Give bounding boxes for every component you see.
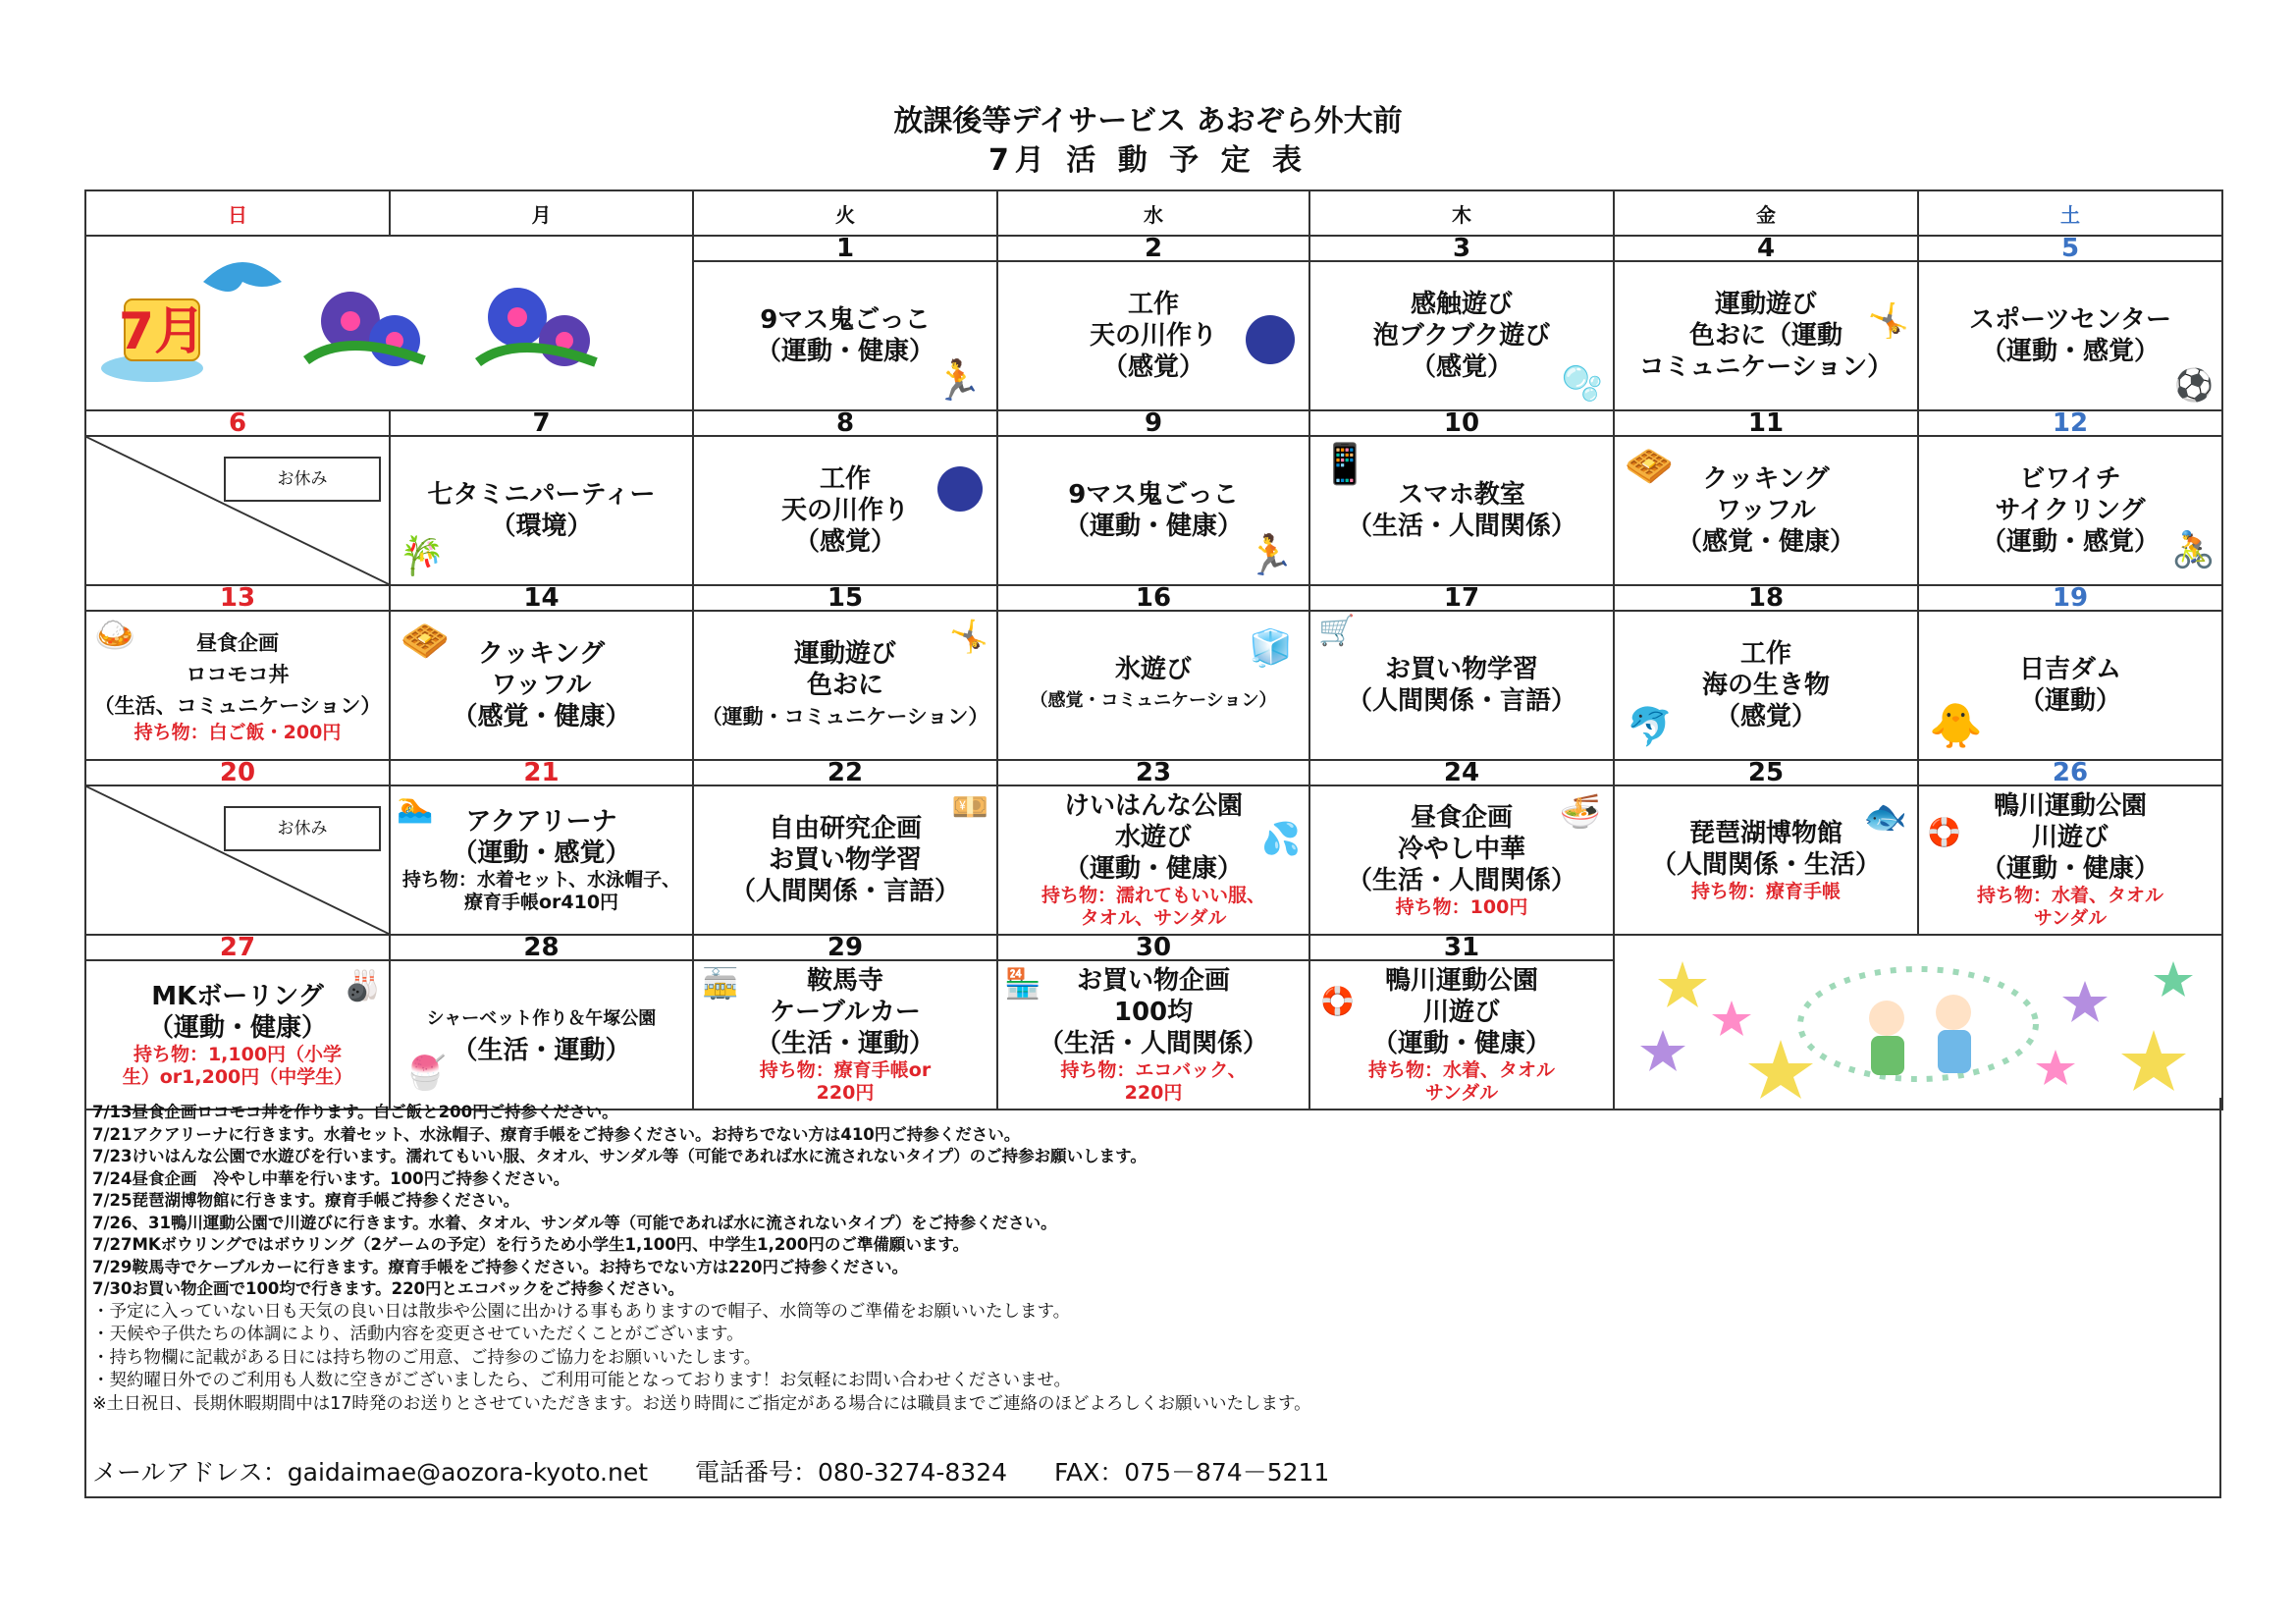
note-line: 7/30お買い物企画で100均で行きます。220円とエコバックをご持参ください。 xyxy=(92,1279,685,1298)
activity-line: 工作 xyxy=(1127,290,1179,319)
date-11: 11 xyxy=(1614,410,1918,436)
event-8 xyxy=(693,436,997,585)
weekday-fri: 金 xyxy=(1614,190,1918,236)
requirement-line: 持ち物：療育手帳 xyxy=(1690,880,1841,902)
event-24 xyxy=(1309,785,1614,935)
activity-line: 川遊び xyxy=(2031,823,2109,852)
date-row xyxy=(85,236,2222,261)
activity-line: ビワイチ xyxy=(2019,464,2121,494)
activity-line: 泡ブクブク遊び xyxy=(1372,321,1551,351)
date-14: 14 xyxy=(390,585,693,611)
event-10 xyxy=(1309,436,1614,585)
activity-line: （生活、コミュニケーション） xyxy=(93,693,382,718)
event-1 xyxy=(693,261,997,410)
requirement-line: 療育手帳or410円 xyxy=(463,892,619,913)
requirement-line: 持ち物：濡れてもいい服、 xyxy=(1041,885,1265,906)
dolphin-icon: 🐬 xyxy=(1627,705,1674,748)
activity-line: 氷遊び xyxy=(1114,655,1192,684)
activity-line: 昼食企画 xyxy=(1410,802,1513,833)
event-6-holiday xyxy=(85,436,390,585)
holiday-label: お休み xyxy=(224,457,381,502)
activity-line: 海の生き物 xyxy=(1701,671,1830,700)
date-23: 23 xyxy=(997,760,1309,785)
activity-line: ワッフル xyxy=(491,671,592,700)
activity-line: 工作 xyxy=(819,464,871,494)
activity-line: （運動・感覚） xyxy=(1980,337,2160,366)
july-morning-glory-illustration xyxy=(95,243,684,400)
activity-line: 天の川作り xyxy=(1089,321,1217,351)
date-1: 1 xyxy=(693,236,997,261)
activity-line: （感覚） xyxy=(1410,352,1513,382)
activity-line: （運動・感覚） xyxy=(1980,527,2160,557)
date-5: 5 xyxy=(1918,236,2222,261)
activity-line: （環境） xyxy=(490,512,593,541)
event-22 xyxy=(693,785,997,935)
event-9 xyxy=(997,436,1309,585)
activity-line: 100均 xyxy=(1113,998,1194,1027)
event-15 xyxy=(693,611,997,760)
activity-line: 天の川作り xyxy=(780,496,909,525)
event-21 xyxy=(390,785,693,935)
event-5 xyxy=(1918,261,2222,410)
waffle-icon: 🧇 xyxy=(400,619,450,664)
notes-section xyxy=(84,1098,2221,1498)
activity-line: 鴨川運動公園 xyxy=(1384,966,1538,996)
requirement-line: 持ち物：水着セット、水泳帽子、 xyxy=(401,869,681,891)
activity-line: シャーベット作り＆午塚公園 xyxy=(426,1008,657,1029)
activity-line: （運動） xyxy=(2018,686,2121,716)
store-icon: 🏪 xyxy=(1004,967,1041,1001)
date-17: 17 xyxy=(1309,585,1614,611)
note-line: 7/26、31鴨川運動公園で川遊びに行きます。水着、タオル、サンダル等（可能であれば水に流されないタイプ）をご持参ください。 xyxy=(92,1213,1057,1232)
running-kids-icon: 🏃 xyxy=(934,358,983,404)
activity-line: 9マス鬼ごっこ xyxy=(760,305,931,335)
activity-line: サイクリング xyxy=(1995,496,2146,525)
loco-moco-bowl-icon: 🍛 xyxy=(94,616,136,655)
date-24: 24 xyxy=(1309,760,1614,785)
weekday-wed: 水 xyxy=(997,190,1309,236)
activity-line: 工作 xyxy=(1739,639,1791,669)
activity-line: MKボーリング xyxy=(151,982,324,1011)
date-19: 19 xyxy=(1918,585,2222,611)
july-banner xyxy=(85,236,693,410)
date-3: 3 xyxy=(1309,236,1614,261)
activity-line: コミュニケーション） xyxy=(1638,352,1894,382)
date-row xyxy=(85,760,2222,785)
event-23 xyxy=(997,785,1309,935)
event-4 xyxy=(1614,261,1918,410)
bicycle-icon: 🚴 xyxy=(2171,530,2216,570)
bowling-icon: 🎳 xyxy=(344,969,381,1003)
bubbles-icon: 🫧 xyxy=(1561,364,1603,404)
date-15: 15 xyxy=(693,585,997,611)
activity-line: （感覚・コミュニケーション） xyxy=(1030,690,1277,711)
activity-line: 運動遊び xyxy=(793,639,896,669)
date-13: 13 xyxy=(85,585,390,611)
swim-ring-icon: 🛟 xyxy=(1927,816,1961,848)
activity-line: 色おに xyxy=(806,671,883,700)
activity-line: （運動・健康） xyxy=(755,337,934,366)
requirement-line: 持ち物：白ご飯・200円 xyxy=(133,721,342,743)
activity-line: （生活・人間関係） xyxy=(1346,865,1576,895)
date-18: 18 xyxy=(1614,585,1918,611)
contact-fax: FAX：075－874－5211 xyxy=(1053,1458,1330,1487)
activity-line: 昼食企画 xyxy=(196,630,279,655)
general-note-line: ・契約曜日外でのご利用も人数に空きがございましたら、ご利用可能となっております！お気軽にお問い合わせくださいませ。 xyxy=(92,1371,1071,1390)
date-22: 22 xyxy=(693,760,997,785)
note-line: 7/25琵琶湖博物館に行きます。療育手帳ご持参ください。 xyxy=(92,1191,520,1210)
event-31 xyxy=(1309,960,1614,1110)
activity-line: 自由研究企画 xyxy=(768,814,922,843)
activity-line: 運動遊び xyxy=(1714,290,1817,319)
date-29: 29 xyxy=(693,935,997,960)
general-note-line: ※土日祝日、長期休暇期間中は17時発のお送りとさせていただきます。お送り時間にご指定がある場合には職員までご連絡のほどよろしくお願いいたします。 xyxy=(92,1393,1311,1414)
note-line: 7/23けいはんな公園で水遊びを行います。濡れてもいい服、タオル、サンダル等（可能であれば水に流されないタイプ）のご持参お願いします。 xyxy=(92,1147,1147,1165)
activity-line: （運動・感覚） xyxy=(452,839,631,868)
pool-kids-icon: 🏊 xyxy=(397,790,434,825)
activity-line: （生活・運動） xyxy=(452,1036,631,1065)
activity-line: スポーツセンター xyxy=(1969,305,2171,335)
activity-line: アクアリーナ xyxy=(465,807,617,837)
date-27: 27 xyxy=(85,935,390,960)
event-29 xyxy=(693,960,997,1110)
general-note-line: ・予定に入っていない日も天気の良い日は散歩や公園に出かける事もありますので帽子、水筒等のご準備をお願いいたします。 xyxy=(92,1301,1071,1322)
event-3 xyxy=(1309,261,1614,410)
running-kids-icon: 🏃 xyxy=(1246,533,1295,578)
date-row xyxy=(85,585,2222,611)
general-note-line: ・持ち物欄に記載がある日には持ち物のご用意、ご持参のご協力をお願いいたします。 xyxy=(92,1347,762,1368)
event-row xyxy=(85,611,2222,760)
event-19 xyxy=(1918,611,2222,760)
page-title: 放課後等デイサービス あおぞら外大前 xyxy=(893,104,1403,138)
activity-line: お買い物学習 xyxy=(768,845,922,875)
event-27 xyxy=(85,960,390,1110)
event-row xyxy=(85,785,2222,935)
activity-line: 鞍馬寺 xyxy=(806,966,883,996)
event-row xyxy=(85,436,2222,585)
date-12: 12 xyxy=(1918,410,2222,436)
activity-line: スマホ教室 xyxy=(1398,480,1525,510)
activity-line: 感触遊び xyxy=(1410,290,1513,319)
contact-phone[interactable]: 電話番号：080-3274-8324 xyxy=(695,1458,1008,1487)
activity-line: （人間関係・生活） xyxy=(1650,849,1881,880)
smartphone-lady-icon: 📱 xyxy=(1320,442,1369,487)
date-31: 31 xyxy=(1309,935,1614,960)
activity-line: お買い物企画 xyxy=(1076,966,1230,996)
date-4: 4 xyxy=(1614,236,1918,261)
date-2: 2 xyxy=(997,236,1309,261)
activity-line: （感覚・健康） xyxy=(1676,527,1855,557)
activity-line: 琵琶湖博物館 xyxy=(1688,818,1842,848)
requirement-line: 持ち物：1,100円（小学 xyxy=(133,1044,343,1065)
date-6: 6 xyxy=(85,410,390,436)
activity-line: （運動・健康） xyxy=(147,1013,327,1043)
date-7: 7 xyxy=(390,410,693,436)
activity-line: ワッフル xyxy=(1716,496,1816,525)
event-25 xyxy=(1614,785,1918,935)
activity-line: （運動・健康） xyxy=(1063,512,1243,541)
weekday-sat: 土 xyxy=(1918,190,2222,236)
date-25: 25 xyxy=(1614,760,1918,785)
event-2 xyxy=(997,261,1309,410)
event-26 xyxy=(1918,785,2222,935)
money-bills-icon: 💴 xyxy=(951,790,988,825)
holiday-label: お休み xyxy=(224,806,381,851)
activity-line: （感覚） xyxy=(1714,702,1817,731)
activity-line: お買い物学習 xyxy=(1384,655,1538,684)
activity-line: （運動・健康） xyxy=(1980,854,2160,884)
date-10: 10 xyxy=(1309,410,1614,436)
activity-line: 9マス鬼ごっこ xyxy=(1068,480,1239,510)
date-30: 30 xyxy=(997,935,1309,960)
note-line: 7/24昼食企画 冷やし中華を行います。100円ご持参ください。 xyxy=(92,1168,570,1188)
calendar-table xyxy=(84,189,2223,1110)
tanabata-stars-illustration xyxy=(1624,942,2213,1099)
activity-line: （生活・人間関係） xyxy=(1038,1029,1268,1058)
chick-mascot-icon: 🐥 xyxy=(1929,701,1983,751)
svg-text:7月: 7月 xyxy=(118,302,205,361)
date-20: 20 xyxy=(85,760,390,785)
activity-line: （運動・コミュニケーション） xyxy=(701,705,989,729)
event-14 xyxy=(390,611,693,760)
activity-line: （人間関係・言語） xyxy=(1346,686,1576,716)
date-26: 26 xyxy=(1918,760,2222,785)
event-16 xyxy=(997,611,1309,760)
event-17 xyxy=(1309,611,1614,760)
weekday-mon: 月 xyxy=(390,190,693,236)
contact-email[interactable]: メールアドレス：gaidaimae@aozora-kyoto.net xyxy=(92,1458,649,1487)
note-line: 7/13昼食企画ロコモコ丼を作ります。白ご飯と200円ご持参ください。 xyxy=(92,1103,618,1121)
water-play-icon: 💦 xyxy=(1261,820,1301,857)
activity-line: 鴨川運動公園 xyxy=(1993,791,2147,821)
requirement-line: サンダル xyxy=(1424,1082,1499,1104)
requirement-line: 持ち物：療育手帳or xyxy=(759,1059,932,1081)
activity-line: けいはんな公園 xyxy=(1063,791,1243,821)
kids-playing-icon: 🤸 xyxy=(949,618,988,655)
date-21: 21 xyxy=(390,760,693,785)
date-8: 8 xyxy=(693,410,997,436)
date-28: 28 xyxy=(390,935,693,960)
shopping-icon: 🛒 xyxy=(1318,614,1356,648)
requirement-line: 持ち物：水着、タオル xyxy=(1367,1059,1555,1081)
requirement-line: 220円 xyxy=(816,1082,875,1104)
activity-line: ケーブルカー xyxy=(770,998,921,1027)
activity-line: ロコモコ丼 xyxy=(186,662,290,686)
requirement-line: サンダル xyxy=(2033,907,2108,929)
activity-line: （感覚） xyxy=(793,527,896,557)
kids-playing-icon: 🤸 xyxy=(1867,301,1909,341)
weekday-sun: 日 xyxy=(85,190,390,236)
event-7 xyxy=(390,436,693,585)
event-20-holiday xyxy=(85,785,390,935)
sports-ball-icon: ⚽ xyxy=(2174,366,2214,404)
requirement-line: タオル、サンダル xyxy=(1080,907,1227,929)
event-11 xyxy=(1614,436,1918,585)
contact-info xyxy=(92,1453,1368,1489)
activity-line: 色おに（運動 xyxy=(1688,321,1842,351)
cable-car-icon: 🚋 xyxy=(702,967,739,1001)
tanabata-bamboo-icon: 🎋 xyxy=(399,534,446,577)
cold-noodles-icon: 🍜 xyxy=(1559,792,1601,832)
activity-line: （運動・健康） xyxy=(1371,1029,1551,1058)
date-9: 9 xyxy=(997,410,1309,436)
requirement-line: 生）or1,200円（中学生） xyxy=(122,1066,353,1088)
date-row xyxy=(85,935,2222,960)
shaved-ice-machine-icon: 🧊 xyxy=(1249,628,1293,669)
weekday-tue: 火 xyxy=(693,190,997,236)
event-12 xyxy=(1918,436,2222,585)
activity-line: （感覚） xyxy=(1101,352,1204,382)
note-line: 7/27MKボウリングではボウリング（2ゲームの予定）を行うため小学生1,100円、中学生1,200円のご準備願います。 xyxy=(92,1235,970,1254)
date-16: 16 xyxy=(997,585,1309,611)
waffle-icon: 🧇 xyxy=(1625,444,1674,489)
swim-ring-icon: 🛟 xyxy=(1320,985,1355,1017)
requirement-line: 持ち物：水着、タオル xyxy=(1976,885,2163,906)
weekday-header-row xyxy=(85,190,2222,236)
activity-line: クッキング xyxy=(477,639,606,669)
activity-line: （感覚・健康） xyxy=(452,702,631,731)
requirement-line: 持ち物：100円 xyxy=(1395,895,1528,918)
activity-line: （生活・運動） xyxy=(755,1029,934,1058)
activity-line: 冷やし中華 xyxy=(1397,834,1525,864)
requirement-line: 220円 xyxy=(1124,1082,1183,1104)
weekday-thu: 木 xyxy=(1309,190,1614,236)
sherbet-icon: 🍧 xyxy=(404,1054,447,1093)
date-row xyxy=(85,410,2222,436)
event-28 xyxy=(390,960,693,1110)
activity-line: クッキング xyxy=(1702,464,1830,494)
tanabata-banner xyxy=(1614,935,2222,1110)
event-13 xyxy=(85,611,390,760)
general-note-line: ・天候や子供たちの体調により、活動内容を変更させていただくことがございます。 xyxy=(92,1325,744,1344)
activity-line: 七タミニパーティー xyxy=(427,480,656,510)
event-30 xyxy=(997,960,1309,1110)
event-18 xyxy=(1614,611,1918,760)
activity-line: （生活・人間関係） xyxy=(1346,512,1576,541)
note-line: 7/29鞍馬寺でケーブルカーに行きます。療育手帳をご持参ください。お持ちでない方は220円ご持参ください。 xyxy=(92,1257,908,1276)
activity-line: 川遊び xyxy=(1422,998,1500,1027)
requirement-line: 持ち物：エコバック、 xyxy=(1060,1059,1247,1081)
note-line: 7/21アクアリーナに行きます。水着セット、水泳帽子、療育手帳をご持参ください。お持ちでない方は410円ご持参ください。 xyxy=(92,1124,1021,1144)
page-subtitle: 7月 活 動 予 定 表 xyxy=(988,143,1308,178)
activity-line: （運動・健康） xyxy=(1063,854,1243,884)
activity-line: （人間関係・言語） xyxy=(729,877,960,906)
activity-line: 日吉ダム xyxy=(2018,655,2121,684)
fish-icon: 🐟 xyxy=(1863,797,1907,838)
activity-line: 水遊び xyxy=(1114,823,1192,852)
